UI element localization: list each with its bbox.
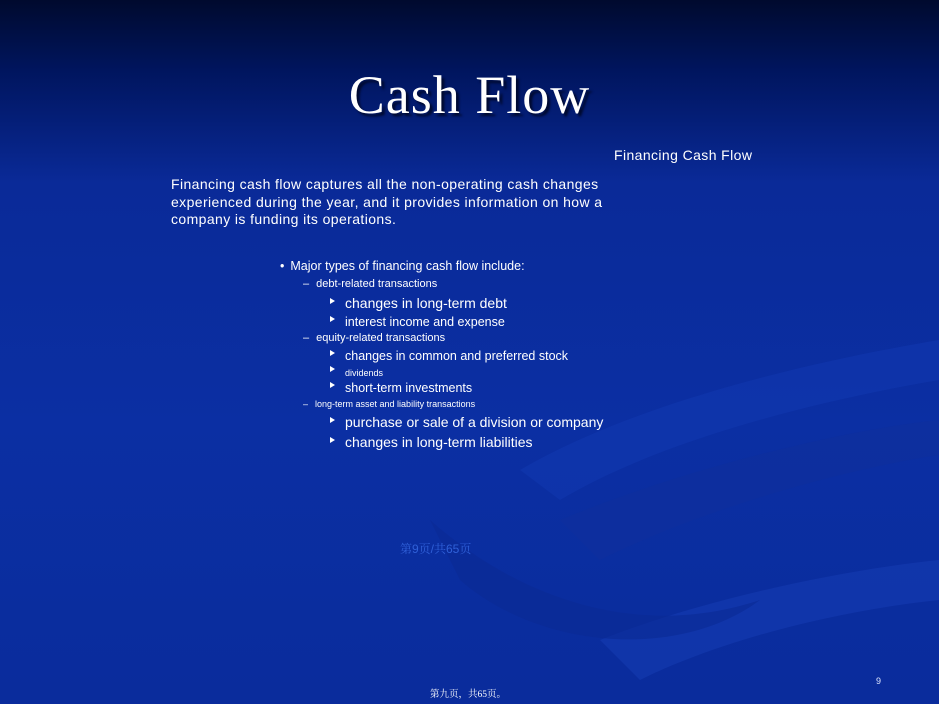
group-label: [303, 332, 445, 344]
triangle-bullet-icon: [330, 382, 335, 388]
triangle-bullet-icon: [330, 366, 335, 372]
group-label-text: equity-related transactions: [316, 332, 446, 344]
bullet-dot-icon: •: [280, 259, 285, 273]
list-item-text: purchase or sale of a division or company: [345, 414, 604, 430]
triangle-bullet-icon: [330, 417, 335, 423]
intro-paragraph: Financing cash flow captures all the non-operating cash changes experienced during the year, and it provides information on how a company is funding its operations.: [171, 176, 603, 227]
dash-icon: –: [303, 278, 310, 290]
page-footer: 第九页，共65页。: [430, 690, 507, 700]
triangle-bullet-icon: [330, 437, 335, 443]
list-item: [330, 366, 383, 378]
page-indicator: 第9页/共65页: [400, 542, 472, 556]
main-bullet: [280, 259, 525, 273]
triangle-bullet-icon: [330, 350, 335, 356]
list-item-text: dividends: [345, 368, 384, 378]
group-label-text: long-term asset and liability transactions: [315, 399, 476, 409]
list-item: [330, 295, 507, 311]
list-item-text: interest income and expense: [345, 315, 505, 329]
slide-number: 9: [876, 676, 882, 686]
list-item-text: changes in long-term liabilities: [345, 434, 533, 450]
list-item: [330, 349, 568, 363]
slide-title: Cash Flow: [348, 65, 591, 125]
dash-icon: –: [303, 399, 309, 409]
triangle-bullet-icon: [330, 298, 335, 304]
group-label: [303, 399, 475, 409]
list-item-text: short-term investments: [345, 381, 473, 395]
list-item: [330, 315, 505, 329]
list-item: [330, 414, 603, 430]
main-bullet-text: Major types of financing cash flow include:: [290, 259, 525, 273]
slide-subtitle: Financing Cash Flow: [614, 147, 753, 163]
group-label-text: debt-related transactions: [316, 278, 438, 290]
list-item: [330, 434, 533, 450]
triangle-bullet-icon: [330, 316, 335, 322]
list-item-text: changes in common and preferred stock: [345, 349, 569, 363]
dash-icon: –: [303, 332, 310, 344]
list-item: [330, 381, 472, 395]
list-item-text: changes in long-term debt: [345, 295, 507, 311]
group-label: [303, 278, 437, 290]
